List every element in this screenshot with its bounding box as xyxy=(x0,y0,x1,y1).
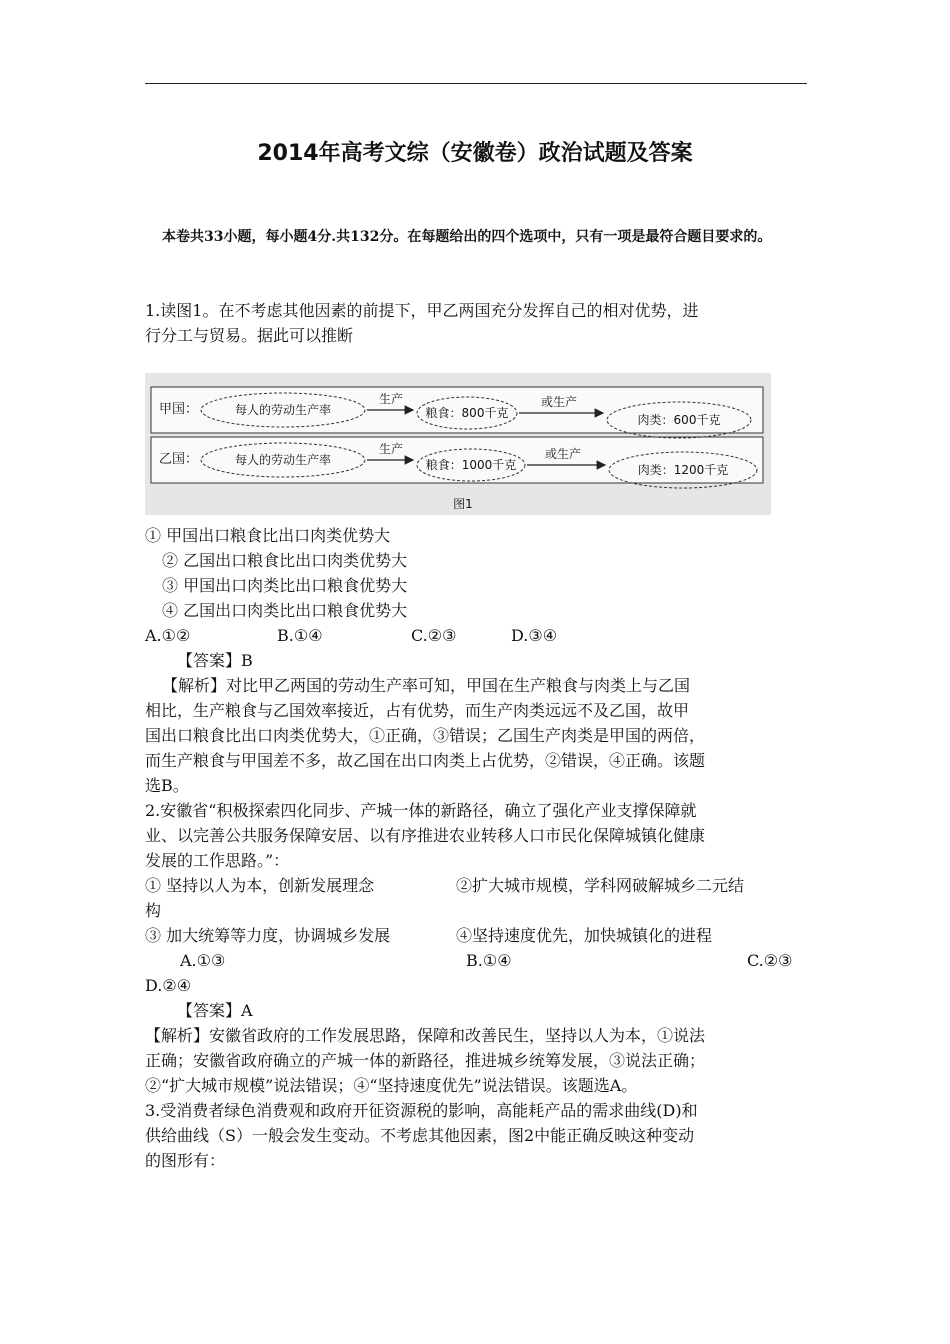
q1-option-2: ② 乙国出口粮食比出口肉类优势大 xyxy=(162,551,408,570)
q2-choice-c: C.②③ xyxy=(747,951,793,970)
q1-choice-d: D.③④ xyxy=(511,626,558,645)
q2-analysis-line2: 正确；安徽省政府确立的产城一体的新路径，推进城乡统筹发展，③说法正确； xyxy=(145,1051,706,1070)
q2-option-1: ① 坚持以人为本，创新发展理念 xyxy=(145,876,375,895)
page-title: 2014年高考文综（安徽卷）政治试题及答案 xyxy=(257,141,693,166)
row2-grain-label: 粮食：1000千克 xyxy=(425,458,517,472)
row2-label: 乙国： xyxy=(159,452,199,467)
q1-choice-b: B.①④ xyxy=(277,626,323,645)
q2-choice-d: D.②④ xyxy=(145,976,192,995)
q2-option-4: ④坚持速度优先，加快城镇化的进程 xyxy=(456,926,713,945)
q2-choice-a: A.①③ xyxy=(180,951,226,970)
q3-stem-line1: 3.受消费者绿色消费观和政府开征资源税的影响，高能耗产品的需求曲线(D)和 xyxy=(145,1101,698,1120)
q1-stem-line1: 1.读图1。在不考虑其他因素的前提下，甲乙两国充分发挥自己的相对优势，进 xyxy=(145,301,699,320)
figure-1-caption: 图1 xyxy=(453,497,473,511)
q1-analysis-line4: 而生产粮食与甲国差不多，故乙国在出口肉类上占优势，②错误，④正确。该题 xyxy=(145,751,706,770)
q1-analysis-line2: 相比，生产粮食与乙国效率接近，占有优势，而生产肉类远远不及乙国，故甲 xyxy=(145,701,690,720)
q2-option-2-line2: 构 xyxy=(145,901,162,920)
q1-stem-line2: 行分工与贸易。据此可以推断 xyxy=(145,326,354,345)
row1-produce-label: 生产 xyxy=(378,392,404,406)
q3-stem-line2: 供给曲线（S）一般会发生变动。不考虑其他因素，图2中能正确反映这种变动 xyxy=(145,1126,695,1145)
row1-grain-label: 粮食：800千克 xyxy=(425,406,509,420)
q1-option-1: ① 甲国出口粮食比出口肉类优势大 xyxy=(145,526,391,545)
row1-or-produce-label: 或生产 xyxy=(540,395,578,409)
q1-analysis-line1: 【解析】对比甲乙两国的劳动生产率可知，甲国在生产粮食与肉类上与乙国 xyxy=(162,676,691,695)
q1-choice-a: A.①② xyxy=(145,626,191,645)
instructions: 本卷共33小题，每小题4分.共132分。在每题给出的四个选项中，只有一项是最符合题目要求的。 xyxy=(162,229,772,245)
q2-answer: 【答案】A xyxy=(177,1001,253,1020)
row2-productivity-label: 每人的劳动生产率 xyxy=(234,453,332,467)
q2-option-3: ③ 加大统筹等力度，协调城乡发展 xyxy=(145,926,391,945)
row2-produce-label: 生产 xyxy=(378,442,404,456)
row2-or-produce-label: 或生产 xyxy=(544,447,582,461)
q2-stem-line2: 业、以完善公共服务保障安居、以有序推进农业转移人口市民化保障城镇化健康 xyxy=(145,826,706,845)
q3-stem-line3: 的图形有： xyxy=(145,1151,226,1170)
row1-productivity-label: 每人的劳动生产率 xyxy=(234,403,332,417)
q1-option-4: ④ 乙国出口肉类比出口粮食优势大 xyxy=(162,601,408,620)
q1-choice-c: C.②③ xyxy=(411,626,457,645)
q2-stem-line3: 发展的工作思路。”： xyxy=(145,851,290,870)
q1-analysis-line5: 选B。 xyxy=(145,776,189,795)
figure-1-diagram xyxy=(145,373,771,515)
q2-choice-b: B.①④ xyxy=(466,951,512,970)
figure-1 xyxy=(145,373,771,515)
top-rule xyxy=(145,83,807,84)
q1-analysis-line3: 国出口粮食比出口肉类优势大，①正确，③错误；乙国生产肉类是甲国的两倍， xyxy=(145,726,706,745)
q2-analysis-line1: 【解析】安徽省政府的工作发展思路，保障和改善民生，坚持以人为本，①说法 xyxy=(145,1026,706,1045)
row2-meat-label: 肉类：1200千克 xyxy=(637,463,729,477)
q1-answer: 【答案】B xyxy=(177,651,253,670)
q2-stem-line1: 2.安徽省“积极探索四化同步、产城一体的新路径，确立了强化产业支撑保障就 xyxy=(145,801,697,820)
q2-option-2-line1: ②扩大城市规模，学科网破解城乡二元结 xyxy=(456,876,745,895)
row1-meat-label: 肉类：600千克 xyxy=(637,413,721,427)
q2-analysis-line3: ②“扩大城市规模”说法错误；④“坚持速度优先”说法错误。该题选A。 xyxy=(145,1076,638,1095)
q1-option-3: ③ 甲国出口肉类比出口粮食优势大 xyxy=(162,576,408,595)
row1-label: 甲国： xyxy=(159,402,199,417)
